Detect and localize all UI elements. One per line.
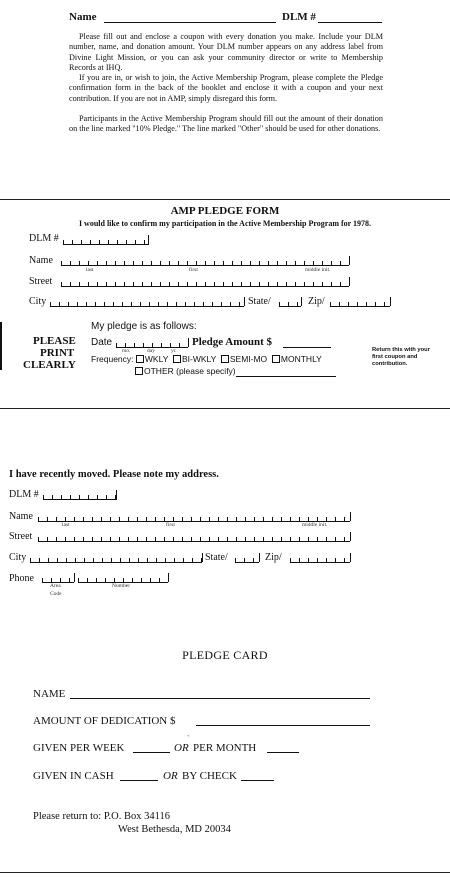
move-dlm-end — [116, 490, 117, 499]
card-cash-label: GIVEN IN CASH — [33, 770, 114, 782]
amp-zip-label: Zip/ — [308, 296, 325, 307]
card-check-line[interactable] — [241, 780, 274, 781]
coupon-paragraph-3: Participants in the Active Membership Program should fill out the amount of their donation on the line marked "10% Pledge." The line marked "Other" should be used for other donations. — [69, 114, 383, 134]
pledge-date-label: Date — [91, 337, 113, 348]
biwkly-checkbox[interactable] — [173, 355, 181, 363]
amp-street-field[interactable] — [61, 277, 349, 287]
move-street-label: Street — [9, 531, 33, 542]
amp-dlm-label: DLM # — [29, 233, 59, 244]
print-label: PRINT — [40, 347, 75, 359]
amp-name-end — [349, 256, 350, 265]
coupon-dlm-label: DLM # — [282, 11, 316, 23]
move-city-label: City — [9, 552, 27, 563]
coupon-name-label: Name — [69, 11, 97, 23]
amp-state-label: State/ — [248, 296, 271, 307]
card-per-month-label: PER MONTH — [193, 742, 257, 754]
card-per-week-line[interactable] — [133, 752, 170, 753]
amp-state-field[interactable] — [279, 297, 301, 307]
amp-name-field[interactable] — [61, 256, 349, 266]
amp-dlm-field[interactable] — [63, 235, 149, 245]
amp-title: AMP PLEDGE FORM — [170, 205, 280, 217]
card-name-line[interactable] — [70, 698, 370, 699]
move-name-end — [350, 512, 351, 521]
card-per-week-label: GIVEN PER WEEK — [33, 742, 125, 754]
other-line[interactable] — [236, 376, 336, 377]
card-title: PLEDGE CARD — [182, 648, 268, 662]
pledge-date-mo: mo. — [122, 348, 131, 354]
other-row — [135, 366, 236, 376]
card-cash-line[interactable] — [120, 780, 158, 781]
move-phone-area-field[interactable] — [42, 573, 74, 583]
amp-name-first: first — [189, 267, 198, 273]
pledge-intro: My pledge is as follows: — [91, 321, 197, 332]
wkly-checkbox[interactable] — [136, 355, 144, 363]
move-zip-end — [350, 553, 351, 562]
amp-subtitle: I would like to confirm my participation in the Active Membership Program for 1978. — [78, 219, 372, 228]
pledge-date-yr: yr. — [171, 348, 177, 354]
coupon-section — [0, 0, 450, 198]
amp-name-middle: middle init. — [305, 267, 331, 273]
return-note: Return this with your first coupon and contribution. — [372, 347, 430, 367]
semimo-checkbox[interactable] — [221, 355, 229, 363]
divider-1 — [0, 199, 450, 200]
amp-street-end — [349, 277, 350, 286]
amp-dlm-end — [148, 235, 149, 244]
move-name-field[interactable] — [38, 512, 350, 522]
semimo-label: SEMI-MO — [229, 354, 268, 364]
pledge-amount-label: Pledge Amount $ — [192, 336, 273, 348]
pledge-amount-line[interactable] — [283, 347, 331, 348]
card-or-2: OR — [163, 770, 178, 782]
biwkly-label: BI-WKLY — [181, 354, 217, 364]
coupon-paragraph-2: If you are in, or wish to join, the Active Membership Program, please complete the Pledge confirmation form in the back of the booklet and enclose it with a coupon and your next contribution. If you are not in AMP, simply disregard this form. — [69, 73, 383, 103]
coupon-paragraph-1: Please fill out and enclose a coupon with every donation you make. Include your DLM number, name, and donation amount. Your DLM number appears on any address label from Divine Light Mission, or you can ask your community director or write to Membership Records at IHQ. — [69, 32, 383, 72]
amp-state-end — [301, 297, 302, 306]
amp-city-label: City — [29, 296, 47, 307]
move-state-field[interactable] — [235, 553, 259, 563]
frequency-label: Frequency: — [91, 354, 134, 364]
move-phone-area: Area — [50, 583, 61, 589]
other-label: OTHER (please specify) — [144, 366, 236, 376]
margin-mark — [0, 322, 2, 370]
move-name-label: Name — [9, 511, 33, 522]
amp-name-label: Name — [29, 255, 53, 266]
move-name-last: last — [62, 522, 70, 528]
pledge-date-end — [188, 338, 189, 347]
move-phone-number-end — [168, 573, 169, 582]
move-name-middle: middle init. — [302, 522, 328, 528]
move-zip-label: Zip/ — [265, 552, 282, 563]
amp-zip-field[interactable] — [330, 297, 390, 307]
move-phone-number: Number — [112, 583, 131, 589]
card-per-month-line[interactable] — [267, 752, 299, 753]
divider-3 — [0, 872, 450, 873]
move-name-first: first — [166, 522, 175, 528]
card-dedication-line[interactable] — [196, 725, 370, 726]
card-return-city: West Bethesda, MD 20034 — [118, 824, 231, 835]
coupon-dlm-line[interactable] — [318, 22, 382, 23]
clearly-label: CLEARLY — [23, 359, 76, 371]
amp-name-last: last — [86, 267, 94, 273]
move-phone-number-field[interactable] — [78, 573, 168, 583]
divider-2 — [0, 408, 450, 409]
pledge-date-day: day — [147, 348, 155, 354]
pledge-date-field[interactable] — [116, 338, 188, 348]
move-title: I have recently moved. Please note my address. — [9, 469, 219, 480]
card-or-1: OR — [174, 742, 189, 754]
card-name-label: NAME — [33, 688, 66, 700]
amp-city-field[interactable] — [50, 297, 244, 307]
move-state-end — [259, 553, 260, 562]
card-dedication-label: AMOUNT OF DEDICATION $ — [33, 715, 176, 727]
card-check-label: BY CHECK — [182, 770, 237, 782]
move-street-field[interactable] — [38, 532, 350, 542]
move-dlm-field[interactable] — [43, 490, 117, 500]
move-phone-label: Phone — [9, 573, 34, 584]
move-city-field[interactable] — [30, 553, 202, 563]
monthly-checkbox[interactable] — [272, 355, 280, 363]
move-phone-area-end — [74, 573, 75, 582]
amp-city-end — [244, 297, 245, 306]
move-dlm-label: DLM # — [9, 489, 39, 500]
amp-zip-end — [390, 297, 391, 306]
move-city-end — [202, 553, 203, 562]
move-phone-code: Code — [50, 591, 62, 597]
monthly-label: MONTHLY — [280, 354, 322, 364]
frequency-row — [91, 354, 322, 364]
other-checkbox[interactable] — [135, 367, 143, 375]
move-state-label: State/ — [205, 552, 228, 563]
card-return-to: Please return to: P.O. Box 34116 — [33, 811, 170, 822]
please-label: PLEASE — [33, 335, 76, 347]
move-street-end — [350, 532, 351, 541]
wkly-label: WKLY — [144, 354, 169, 364]
stray-mark: ` — [187, 734, 190, 743]
amp-street-label: Street — [29, 276, 53, 287]
move-zip-field[interactable] — [290, 553, 350, 563]
coupon-name-line[interactable] — [104, 22, 276, 23]
